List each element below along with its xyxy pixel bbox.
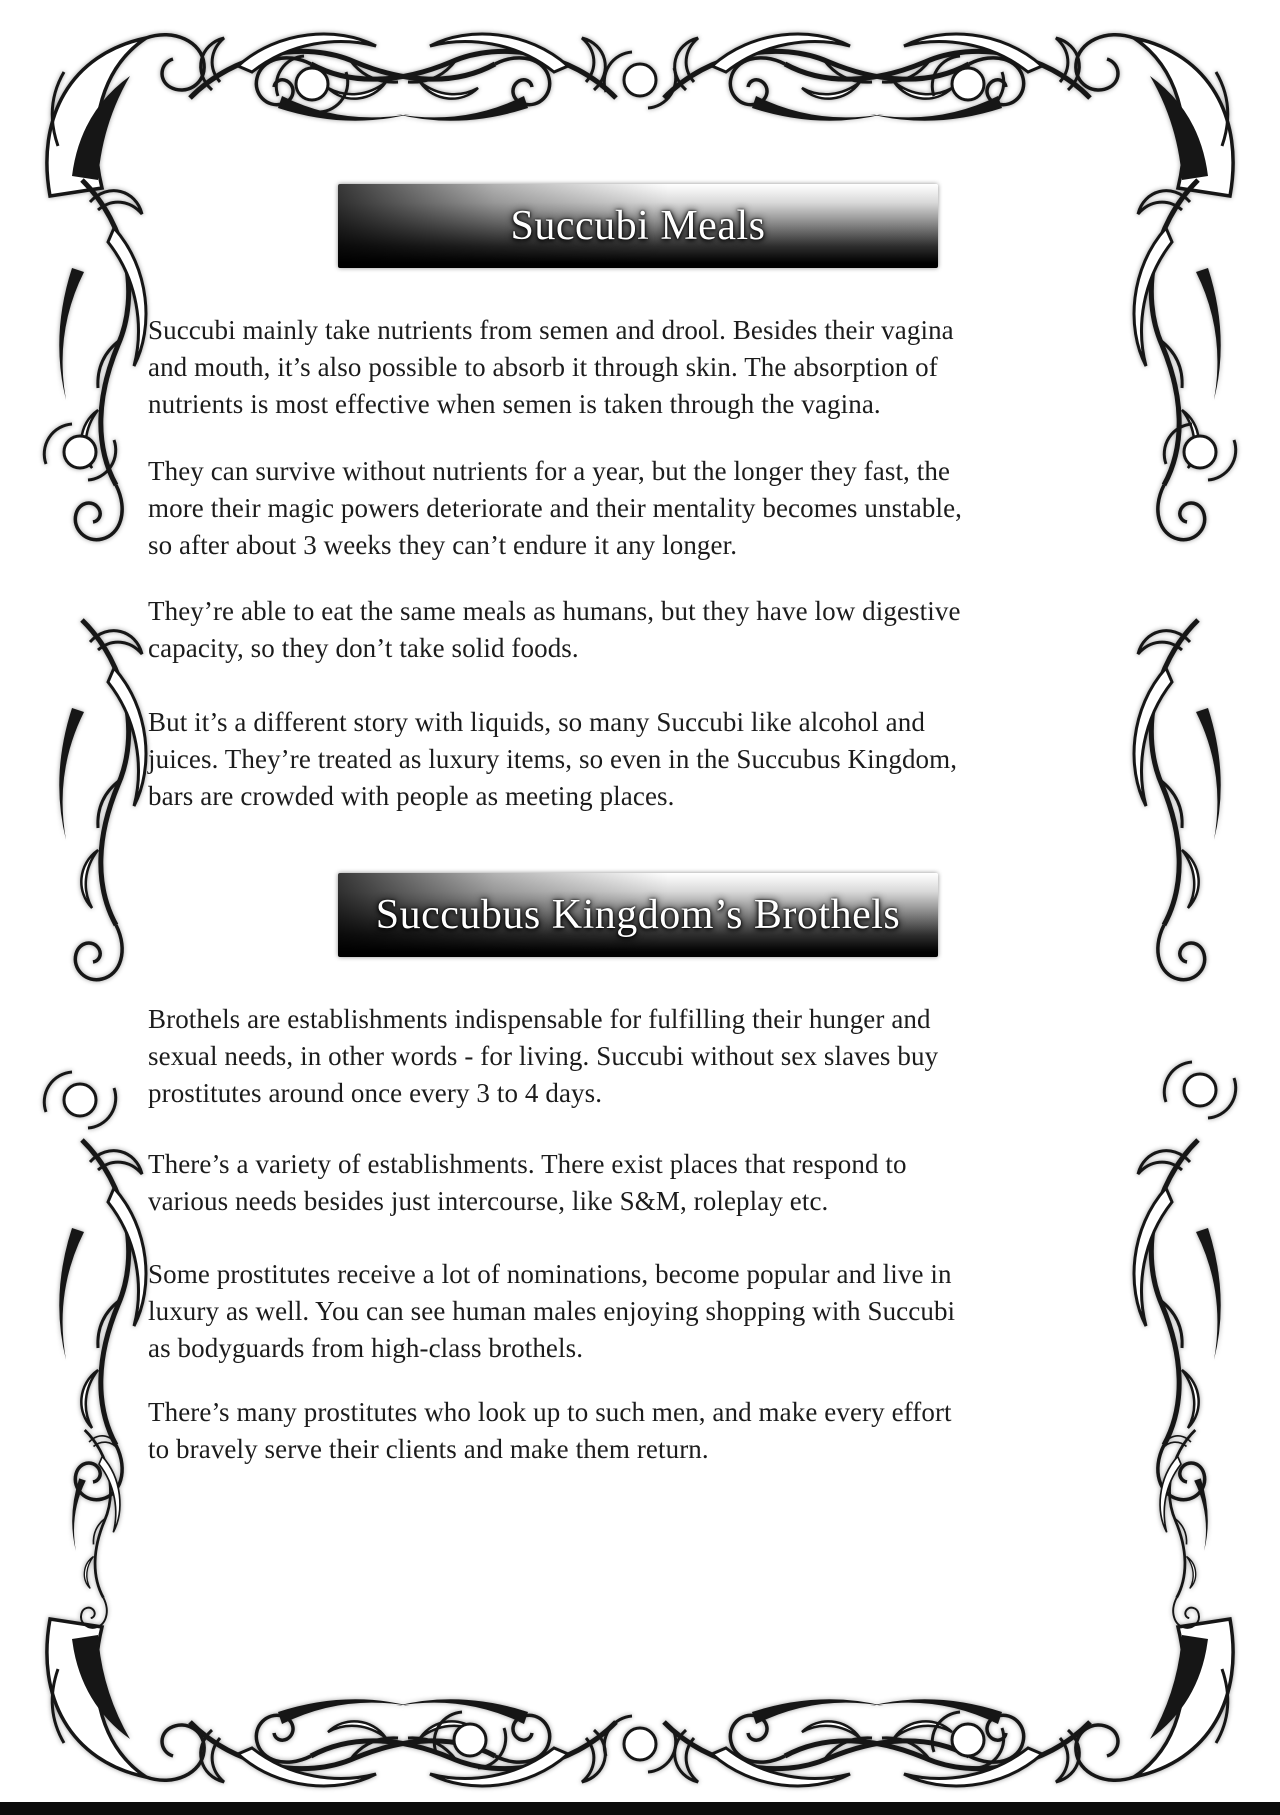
paragraph-devoted-prostitutes: There’s many prostitutes who look up to such men, and make every effort to bravely serve their clients and make them return. bbox=[148, 1397, 952, 1464]
right-border-ornament bbox=[1134, 180, 1236, 1628]
paragraph-nutrients: Succubi mainly take nutrients from semen and drool. Besides their vagina and mouth, it’s also possible to absorb it through skin. The absorption of nutrients is most effective when semen is taken through the vagina. bbox=[148, 315, 954, 419]
paragraph-liquids: But it’s a different story with liquids, so many Succubi like alcohol and juices. They’re treated as luxury items, so even in the Succubus Kingdom, bars are crowded with people as meeting places. bbox=[148, 707, 958, 811]
section-title-banner-succubi-meals: Succubi Meals bbox=[338, 184, 938, 268]
page-content bbox=[148, 184, 972, 1468]
paragraph-survival: They can survive without nutrients for a year, but the longer they fast, the more their magic powers deteriorate and their mentality becomes unstable, so after about 3 weeks they can’t endure it any longer. bbox=[148, 456, 963, 560]
section-title-banner-kingdoms-brothels: Succubus Kingdom’s Brothels bbox=[338, 873, 938, 957]
paragraph-popular-prostitutes: Some prostitutes receive a lot of nominations, become popular and live in luxury as well. You can see human males enjoying shopping with Succubi as bodyguards from high-class brothels. bbox=[148, 1259, 956, 1363]
top-border-ornament bbox=[190, 34, 1090, 121]
left-border-ornament bbox=[44, 180, 146, 1628]
bottom-scan-edge bbox=[0, 1802, 1280, 1815]
paragraph-meals: They’re able to eat the same meals as humans, but they have low digestive capacity, so they don’t take solid foods. bbox=[148, 596, 961, 663]
paragraph-establishments: There’s a variety of establishments. There exist places that respond to various needs besides just intercourse, like S&M, roleplay etc. bbox=[148, 1149, 907, 1216]
bottom-border-ornament bbox=[190, 1699, 1090, 1786]
paragraph-brothels: Brothels are establishments indispensable for fulfilling their hunger and sexual needs, in other words - for living. Succubi without sex slaves buy prostitutes around once every 3 to 4 days. bbox=[148, 1004, 939, 1108]
